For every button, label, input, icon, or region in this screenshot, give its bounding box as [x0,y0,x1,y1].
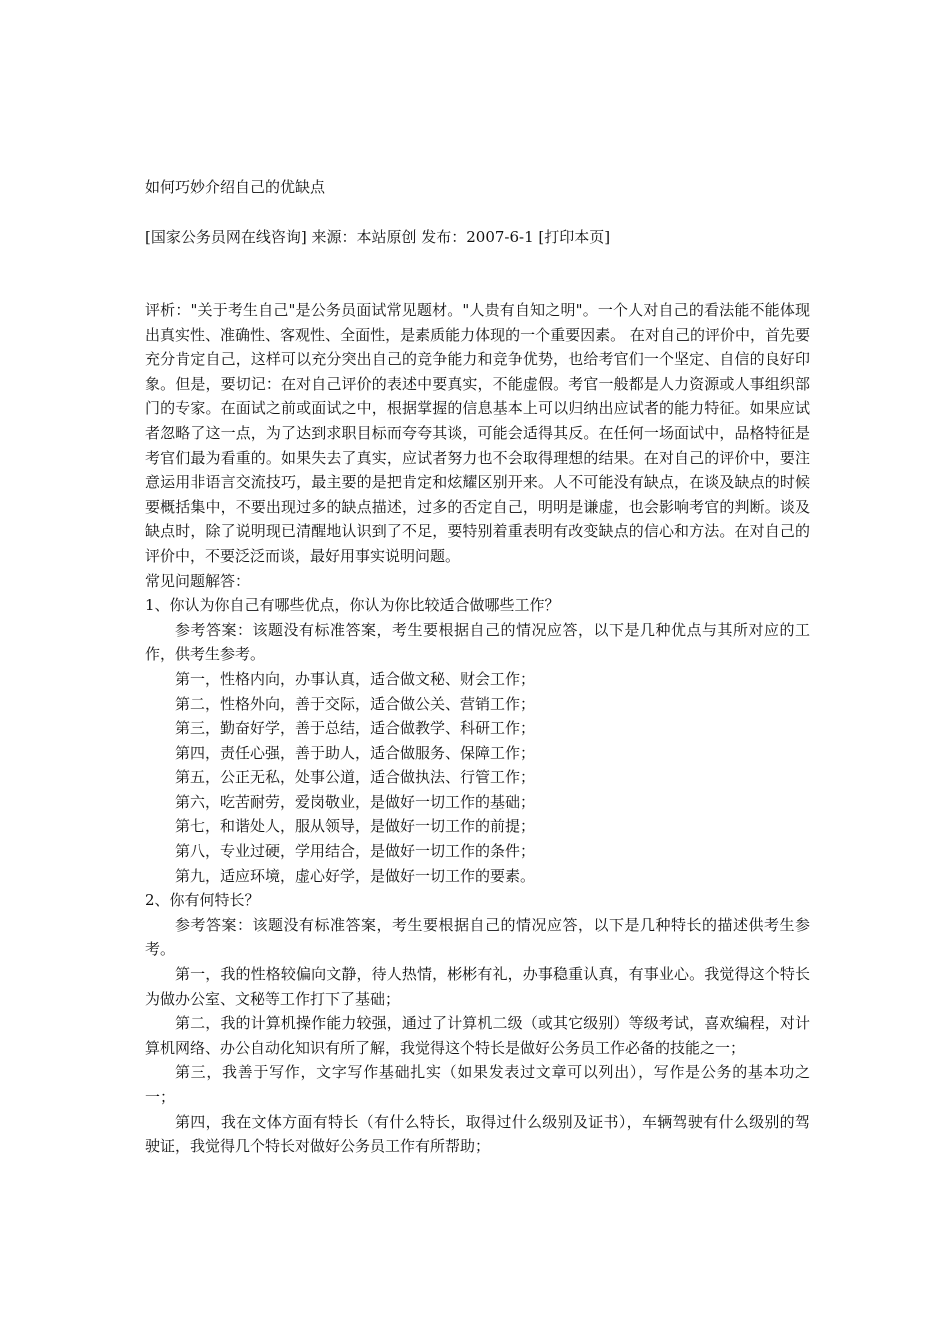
answer-2-item: 第二，我的计算机操作能力较强，通过了计算机二级（或其它级别）等级考试，喜欢编程，对计算机网络、办公自动化知识有所了解，我觉得这个特长是做好公务员工作必备的技能之一； [145,1014,810,1057]
answer-2-item: 第一，我的性格较偏向文静，待人热情，彬彬有礼，办事稳重认真，有事业心。我觉得这个特长为做办公室、文秘等工作打下了基础； [145,965,810,1008]
answer-1-item: 第九，适应环境，虚心好学，是做好一切工作的要素。 [175,866,536,885]
answer-2-item: 第三，我善于写作，文字写作基础扎实（如果发表过文章可以列出），写作是公务的基本功之一； [145,1063,810,1106]
answer-1-item: 第五，公正无私，处事公道，适合做执法、行管工作； [175,768,536,787]
answer-1-item: 第二，性格外向，善于交际，适合做公关、营销工作； [175,694,536,713]
answer-1-item: 第七，和谐处人，服从领导，是做好一切工作的前提； [175,817,536,836]
article-body [145,298,810,1159]
answer-1-item: 第四，责任心强，善于助人，适合做服务、保障工作； [175,743,536,762]
question-1: 1、你认为你自己有哪些优点，你认为你比较适合做哪些工作？ [145,596,560,615]
answer-2-item: 第四，我在文体方面有特长（有什么特长，取得过什么级别及证书），车辆驾驶有什么级别的驾驶证，我觉得几个特长对做好公务员工作有所帮助； [145,1112,810,1156]
answer-1-intro: 参考答案：该题没有标准答案，考生要根据自己的情况应答，以下是几种优点与其所对应的工作，供考生参考。 [145,620,810,664]
commentary-paragraph: 评析："关于考生自己"是公务员面试常见题材。"人贵有自知之明"。一个人对自己的看法能不能体现出真实性、准确性、客观性、全面性，是素质能力体现的一个重要因素。 在对自己的评价中，首先要充分肯定自己，这样可以充分突出自己的竞争能力和竞争优势，也给考官们一个坚定、自信的良好印象。但是，要切记：在对自己评价的表述中要真实，不能虚假。考官一般都是人力资源或人事组织部门的专家。在面试之前或面试之中，根据掌握的信息基本上可以归纳出应试者的能力特征。如果应试者忽略了这一点，为了达到求职目标而夸夸其谈，可能会适得其反。在任何一场面试中，品格特征是考官们最为看重的。如果失去了真实，应试者努力也不会取得理想的结果。在对自己的评价中，要注意运用非语言交流技巧，最主要的是把肯定和炫耀区别开来。人不可能没有缺点，在谈及缺点的时候要概括集中，不要出现过多的缺点描述，过多的否定自己，明明是谦虚，也会影响考官的判断。谈及缺点时，除了说明现已清醒地认识到了不足，要特别着重表明有改变缺点的信心和方法。在对自己的评价中，不要泛泛而谈，最好用事实说明问题。 [145,301,810,565]
question-2: 2、你有何特长？ [145,891,260,910]
answer-1-item: 第八，专业过硬，学用结合，是做好一切工作的条件； [175,842,536,861]
answer-1-item: 第六，吃苦耐劳，爱岗敬业，是做好一切工作的基础； [175,792,536,811]
faq-heading: 常见问题解答： [145,571,251,590]
answer-2-intro: 参考答案：该题没有标准答案，考生要根据自己的情况应答，以下是几种特长的描述供考生参考。 [145,915,810,959]
answer-1-item: 第三，勤奋好学，善于总结，适合做教学、科研工作； [175,719,536,738]
answer-1-item: 第一，性格内向，办事认真，适合做文秘、财会工作； [175,669,536,688]
article-meta: [国家公务员网在线咨询] 来源：本站原创 发布：2007-6-1 [打印本页] [145,228,611,246]
article-title: 如何巧妙介绍自己的优缺点 [145,178,326,196]
